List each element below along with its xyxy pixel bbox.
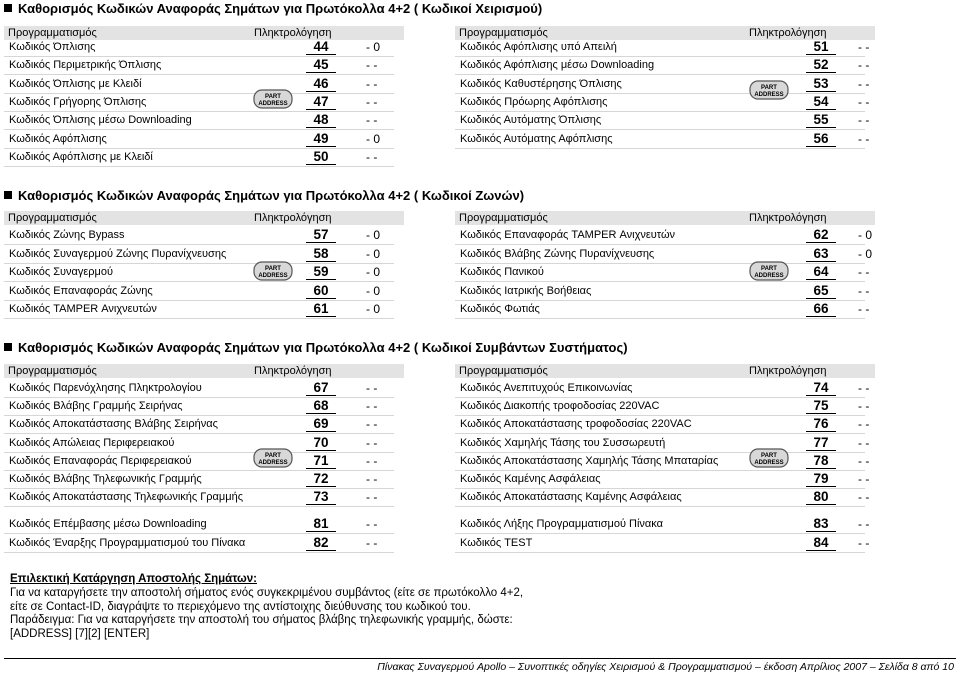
col-program-label: Προγραμματισμός bbox=[8, 27, 97, 39]
address-code: 81 bbox=[306, 516, 336, 532]
col-keypad-label: Πληκτρολόγηση bbox=[254, 212, 332, 224]
part-address-key-icon bbox=[749, 261, 789, 281]
address-code: 75 bbox=[806, 398, 836, 414]
default-value: - - bbox=[858, 417, 870, 432]
table-row bbox=[455, 130, 875, 147]
table-row bbox=[455, 382, 875, 396]
address-code: 80 bbox=[806, 489, 836, 505]
row-label: Κωδικός Όπλισης bbox=[9, 41, 96, 53]
address-code: 67 bbox=[306, 380, 336, 396]
table-row bbox=[4, 93, 404, 110]
row-divider bbox=[4, 552, 394, 553]
default-value: - - bbox=[366, 399, 378, 414]
table-row bbox=[4, 245, 404, 262]
default-value: - 0 bbox=[366, 40, 381, 54]
part-address-key-icon bbox=[253, 261, 293, 281]
table-row bbox=[4, 418, 404, 432]
address-code: 60 bbox=[306, 283, 336, 299]
address-code: 58 bbox=[306, 246, 336, 262]
row-label: Κωδικός Αποκατάστασης Βλάβης Σειρήνας bbox=[9, 418, 218, 431]
address-code: 65 bbox=[806, 283, 836, 299]
table-row bbox=[4, 434, 404, 451]
default-value: - - bbox=[858, 472, 870, 486]
table-row bbox=[455, 418, 875, 432]
row-label: Κωδικός Παρενόχλησης Πληκτρολογίου bbox=[9, 382, 202, 394]
row-label: Κωδικός Συναγερμού bbox=[9, 266, 114, 279]
address-code: 64 bbox=[806, 264, 836, 280]
default-value: - - bbox=[858, 40, 870, 54]
section-1-title bbox=[4, 1, 542, 16]
row-divider bbox=[455, 433, 865, 434]
table-row bbox=[455, 434, 875, 451]
row-divider bbox=[455, 397, 865, 398]
footer-divider bbox=[4, 658, 956, 659]
default-value: - - bbox=[858, 381, 870, 395]
row-label: Κωδικός Αποκατάστασης Καμένης Ασφάλειας bbox=[460, 491, 682, 504]
table-row bbox=[455, 452, 875, 469]
address-code: 57 bbox=[306, 227, 336, 243]
col-keypad-label: Πληκτρολόγηση bbox=[749, 212, 827, 224]
section-3-header-left bbox=[4, 364, 404, 378]
row-label: Κωδικός Βλάβης Γραμμής Σειρήνας bbox=[9, 400, 183, 413]
row-divider bbox=[455, 74, 865, 75]
default-value: - - bbox=[366, 517, 378, 531]
row-label: Κωδικός Γρήγορης Όπλισης bbox=[9, 95, 147, 108]
default-value: - 0 bbox=[366, 302, 381, 317]
default-value: - - bbox=[366, 490, 378, 505]
default-value: - - bbox=[858, 399, 870, 414]
address-code: 55 bbox=[806, 112, 836, 128]
part-address-line2: ADDRESS bbox=[258, 273, 288, 279]
row-divider bbox=[455, 415, 865, 416]
col-program-label: Προγραμματισμός bbox=[459, 365, 548, 377]
table-row bbox=[4, 130, 404, 147]
default-value: - 0 bbox=[366, 228, 381, 242]
table-row bbox=[4, 266, 404, 280]
part-address-line2: ADDRESS bbox=[754, 273, 784, 279]
address-code: 71 bbox=[306, 453, 336, 469]
section-2-title-text: Καθορισμός Κωδικών Αναφοράς Σημάτων για Πρωτόκολλα 4+2 ( Κωδικοί Ζωνών) bbox=[18, 188, 525, 203]
address-code: 72 bbox=[306, 471, 336, 487]
address-code: 51 bbox=[806, 39, 836, 55]
table-row bbox=[455, 400, 875, 414]
default-value: - - bbox=[366, 381, 378, 395]
row-label: Κωδικός Επαναφοράς TAMPER Ανιχνευτών bbox=[460, 229, 676, 241]
table-row bbox=[455, 534, 875, 551]
default-value: - - bbox=[366, 94, 378, 109]
row-label: Κωδικός TEST bbox=[460, 536, 533, 549]
row-label: Κωδικός Αφόπλισης bbox=[9, 132, 107, 145]
part-address-key-icon bbox=[749, 80, 789, 100]
part-address-key-icon bbox=[749, 448, 789, 468]
bullet-icon bbox=[4, 343, 12, 351]
address-code: 76 bbox=[806, 416, 836, 432]
row-label: Κωδικός Αποκατάστασης Χαμηλής Τάσης Μπαταρίας bbox=[460, 454, 719, 467]
default-value: - - bbox=[858, 453, 870, 468]
row-divider bbox=[455, 148, 865, 149]
section-2-header-right bbox=[455, 211, 875, 225]
col-keypad-label: Πληκτρολόγηση bbox=[749, 27, 827, 39]
default-value: - - bbox=[858, 435, 870, 450]
default-value: - - bbox=[858, 76, 870, 91]
default-value: - - bbox=[858, 58, 870, 73]
part-address-line1: PART bbox=[265, 266, 281, 272]
address-code: 56 bbox=[806, 131, 836, 147]
section-1-header-left bbox=[4, 26, 404, 40]
default-value: - - bbox=[366, 417, 378, 432]
row-label: Κωδικός Επαναφοράς Ζώνης bbox=[9, 284, 153, 297]
default-value: - - bbox=[366, 435, 378, 450]
address-code: 73 bbox=[306, 489, 336, 505]
section-3-title bbox=[4, 340, 628, 355]
default-value: - - bbox=[858, 131, 870, 146]
part-address-line1: PART bbox=[761, 453, 777, 459]
row-label: Κωδικός Περιμετρικής Όπλισης bbox=[9, 59, 162, 72]
default-value: - - bbox=[366, 76, 378, 91]
row-divider bbox=[455, 533, 865, 534]
section-3-title-text: Καθορισμός Κωδικών Αναφοράς Σημάτων για Πρωτόκολλα 4+2 ( Κωδικοί Συμβάντων Συστήματος) bbox=[18, 340, 628, 355]
address-code: 77 bbox=[806, 435, 836, 451]
address-code: 46 bbox=[306, 76, 336, 92]
table-row bbox=[455, 229, 875, 243]
address-code: 48 bbox=[306, 112, 336, 128]
address-code: 45 bbox=[306, 57, 336, 73]
row-divider bbox=[455, 318, 865, 319]
default-value: - - bbox=[858, 94, 870, 109]
row-label: Κωδικός Αυτόματης Όπλισης bbox=[460, 114, 602, 127]
row-divider bbox=[455, 470, 865, 471]
table-row bbox=[4, 473, 404, 487]
row-divider bbox=[455, 281, 865, 282]
address-code: 47 bbox=[306, 94, 336, 110]
col-program-label: Προγραμματισμός bbox=[459, 27, 548, 39]
row-label: Κωδικός Φωτιάς bbox=[460, 303, 540, 316]
table-row bbox=[4, 229, 404, 243]
row-label: Κωδικός Αφόπλισης υπό Απειλή bbox=[460, 41, 617, 53]
part-address-line1: PART bbox=[265, 453, 281, 459]
row-label: Κωδικός Όπλισης μέσω Downloading bbox=[9, 114, 192, 127]
row-divider bbox=[455, 244, 865, 245]
section-2-header-left bbox=[4, 211, 404, 225]
address-code: 54 bbox=[806, 94, 836, 110]
table-row bbox=[4, 41, 404, 55]
address-code: 69 bbox=[306, 416, 336, 432]
row-label: Κωδικός Αποκατάστασης Τηλεφωνικής Γραμμής bbox=[9, 491, 244, 504]
table-row bbox=[4, 491, 404, 505]
row-label: Κωδικός Επαναφοράς Περιφερειακού bbox=[9, 454, 192, 467]
part-address-line1: PART bbox=[265, 94, 281, 100]
default-value: - 0 bbox=[366, 283, 381, 298]
row-divider bbox=[455, 488, 865, 489]
col-keypad-label: Πληκτρολόγηση bbox=[254, 365, 332, 377]
part-address-key-icon bbox=[253, 89, 293, 109]
default-value: - - bbox=[366, 453, 378, 468]
row-label: Κωδικός Επέμβασης μέσω Downloading bbox=[9, 518, 207, 530]
table-row bbox=[4, 303, 404, 317]
default-value: - - bbox=[858, 302, 870, 317]
row-label: Κωδικός Ανεπιτυχούς Επικοινωνίας bbox=[460, 382, 633, 394]
address-code: 61 bbox=[306, 301, 336, 317]
row-label: Κωδικός Χαμηλής Τάσης του Συσσωρευτή bbox=[460, 436, 666, 449]
row-label: Κωδικός TAMPER Ανιχνευτών bbox=[9, 303, 157, 316]
default-value: - - bbox=[366, 472, 378, 486]
table-row bbox=[455, 75, 875, 92]
default-value: - - bbox=[858, 517, 870, 531]
selective-cancel-note bbox=[10, 573, 630, 642]
address-code: 53 bbox=[806, 76, 836, 92]
row-label: Κωδικός Πανικού bbox=[460, 266, 544, 279]
default-value: - - bbox=[366, 58, 378, 73]
row-divider bbox=[455, 111, 865, 112]
col-keypad-label: Πληκτρολόγηση bbox=[254, 27, 332, 39]
row-divider bbox=[4, 318, 394, 319]
row-divider bbox=[455, 552, 865, 553]
table-row bbox=[4, 452, 404, 469]
row-label: Κωδικός Αφόπλισης μέσω Downloading bbox=[460, 59, 655, 72]
address-code: 83 bbox=[806, 516, 836, 532]
table-row bbox=[4, 114, 404, 128]
default-value: - - bbox=[366, 113, 378, 128]
col-program-label: Προγραμματισμός bbox=[8, 365, 97, 377]
note-line: είτε σε Contact-ID, διαγράψτε το περιεχόμενο της αντίστοιχης διεύθυνσης του κωδικού του. bbox=[10, 600, 471, 613]
table-row bbox=[4, 518, 404, 532]
address-code: 63 bbox=[806, 246, 836, 262]
row-label: Κωδικός Βλάβης Τηλεφωνικής Γραμμής bbox=[9, 473, 202, 485]
section-1-header-right bbox=[455, 26, 875, 40]
part-address-line1: PART bbox=[761, 266, 777, 272]
row-label: Κωδικός Λήξης Προγραμματισμού Πίνακα bbox=[460, 518, 664, 530]
row-divider bbox=[455, 93, 865, 94]
part-address-line2: ADDRESS bbox=[258, 101, 288, 107]
part-address-line1: PART bbox=[761, 85, 777, 91]
bullet-icon bbox=[4, 191, 12, 199]
col-program-label: Προγραμματισμός bbox=[8, 212, 97, 224]
row-label: Κωδικός Έναρξης Προγραμματισμού του Πίνακα bbox=[9, 536, 246, 549]
note-line: Για να καταργήσετε την αποστολή σήματος ενός συγκεκριμένου συμβάντος (είτε σε πρωτόκολλο 4+2, bbox=[10, 586, 524, 599]
row-divider bbox=[455, 506, 865, 507]
row-divider bbox=[455, 56, 865, 57]
default-value: - - bbox=[858, 113, 870, 128]
default-value: - 0 bbox=[858, 228, 873, 242]
row-divider bbox=[455, 452, 865, 453]
address-code: 79 bbox=[806, 471, 836, 487]
table-row bbox=[4, 400, 404, 414]
row-divider bbox=[455, 300, 865, 301]
row-label: Κωδικός Αυτόματης Αφόπλισης bbox=[460, 132, 613, 145]
table-row bbox=[455, 473, 875, 487]
row-label: Κωδικός Πρόωρης Αφόπλισης bbox=[460, 95, 608, 108]
default-value: - 0 bbox=[366, 265, 381, 280]
address-code: 68 bbox=[306, 398, 336, 414]
default-value: - - bbox=[858, 283, 870, 298]
table-row bbox=[4, 59, 404, 73]
row-label: Κωδικός Ζώνης Bypass bbox=[9, 229, 125, 241]
page-footer: Πίνακας Συναγερμού Apollo – Συνοπτικές οδηγίες Χειρισμού & Προγραμματισμού – έκδοση Απρίλιος 2007 – Σελίδα 8 από 10 bbox=[377, 661, 954, 673]
table-row bbox=[455, 491, 875, 505]
part-address-key-icon bbox=[253, 448, 293, 468]
table-row bbox=[455, 282, 875, 299]
row-label: Κωδικός Όπλισης με Κλειδί bbox=[9, 77, 142, 90]
table-row bbox=[455, 41, 875, 55]
default-value: - - bbox=[858, 535, 870, 550]
address-code: 74 bbox=[806, 380, 836, 396]
table-row bbox=[4, 282, 404, 299]
address-code: 52 bbox=[806, 57, 836, 73]
default-value: - - bbox=[366, 535, 378, 550]
default-value: - 0 bbox=[366, 246, 381, 261]
table-row bbox=[455, 303, 875, 317]
table-row bbox=[4, 75, 404, 92]
row-divider bbox=[4, 506, 394, 507]
default-value: - 0 bbox=[858, 246, 873, 261]
default-value: - - bbox=[858, 490, 870, 505]
table-row bbox=[455, 266, 875, 280]
table-row bbox=[4, 148, 404, 165]
address-code: 66 bbox=[806, 301, 836, 317]
address-code: 70 bbox=[306, 435, 336, 451]
row-label: Κωδικός Διακοπής τροφοδοσίας 220VAC bbox=[460, 400, 660, 413]
table-row bbox=[455, 114, 875, 128]
address-code: 62 bbox=[806, 227, 836, 243]
address-code: 82 bbox=[306, 535, 336, 551]
row-divider bbox=[455, 129, 865, 130]
table-row bbox=[455, 518, 875, 532]
table-row bbox=[455, 59, 875, 73]
address-code: 44 bbox=[306, 39, 336, 55]
table-row bbox=[4, 534, 404, 551]
note-title: Επιλεκτική Κατάργηση Αποστολής Σημάτων: bbox=[10, 573, 257, 585]
row-label: Κωδικός Βλάβης Ζώνης Πυρανίχνευσης bbox=[460, 247, 655, 260]
bullet-icon bbox=[4, 4, 12, 12]
default-value: - - bbox=[366, 149, 378, 164]
part-address-line2: ADDRESS bbox=[754, 460, 784, 466]
section-3-header-right bbox=[455, 364, 875, 378]
col-program-label: Προγραμματισμός bbox=[459, 212, 548, 224]
col-keypad-label: Πληκτρολόγηση bbox=[749, 365, 827, 377]
table-row bbox=[455, 245, 875, 262]
section-2-title bbox=[4, 188, 524, 203]
note-line: Παράδειγμα: Για να καταργήσετε την αποστολή του σήματος βλάβης τηλεφωνικής γραμμής, δώστε: bbox=[10, 614, 513, 627]
row-label: Κωδικός Συναγερμού Ζώνης Πυρανίχνευσης bbox=[9, 247, 227, 260]
part-address-line2: ADDRESS bbox=[258, 460, 288, 466]
row-label: Κωδικός Καμένης Ασφάλειας bbox=[460, 473, 601, 485]
row-label: Κωδικός Αφόπλισης με Κλειδί bbox=[9, 150, 153, 163]
row-label: Κωδικός Απώλειας Περιφερειακού bbox=[9, 436, 175, 449]
address-code: 78 bbox=[806, 453, 836, 469]
address-code: 50 bbox=[306, 149, 336, 165]
row-divider bbox=[455, 263, 865, 264]
row-divider bbox=[4, 166, 394, 167]
default-value: - 0 bbox=[366, 131, 381, 146]
default-value: - - bbox=[858, 265, 870, 280]
address-code: 84 bbox=[806, 535, 836, 551]
row-label: Κωδικός Καθυστέρησης Όπλισης bbox=[460, 77, 622, 90]
note-line: [ADDRESS] [7][2] [ENTER] bbox=[10, 628, 150, 641]
section-1-title-text: Καθορισμός Κωδικών Αναφοράς Σημάτων για Πρωτόκολλα 4+2 ( Κωδικοί Χειρισμού) bbox=[18, 1, 543, 16]
part-address-line2: ADDRESS bbox=[754, 92, 784, 98]
address-code: 49 bbox=[306, 131, 336, 147]
table-row bbox=[4, 382, 404, 396]
address-code: 59 bbox=[306, 264, 336, 280]
row-label: Κωδικός Αποκατάστασης τροφοδοσίας 220VAC bbox=[460, 418, 692, 431]
row-label: Κωδικός Ιατρικής Βοήθειας bbox=[460, 284, 592, 297]
